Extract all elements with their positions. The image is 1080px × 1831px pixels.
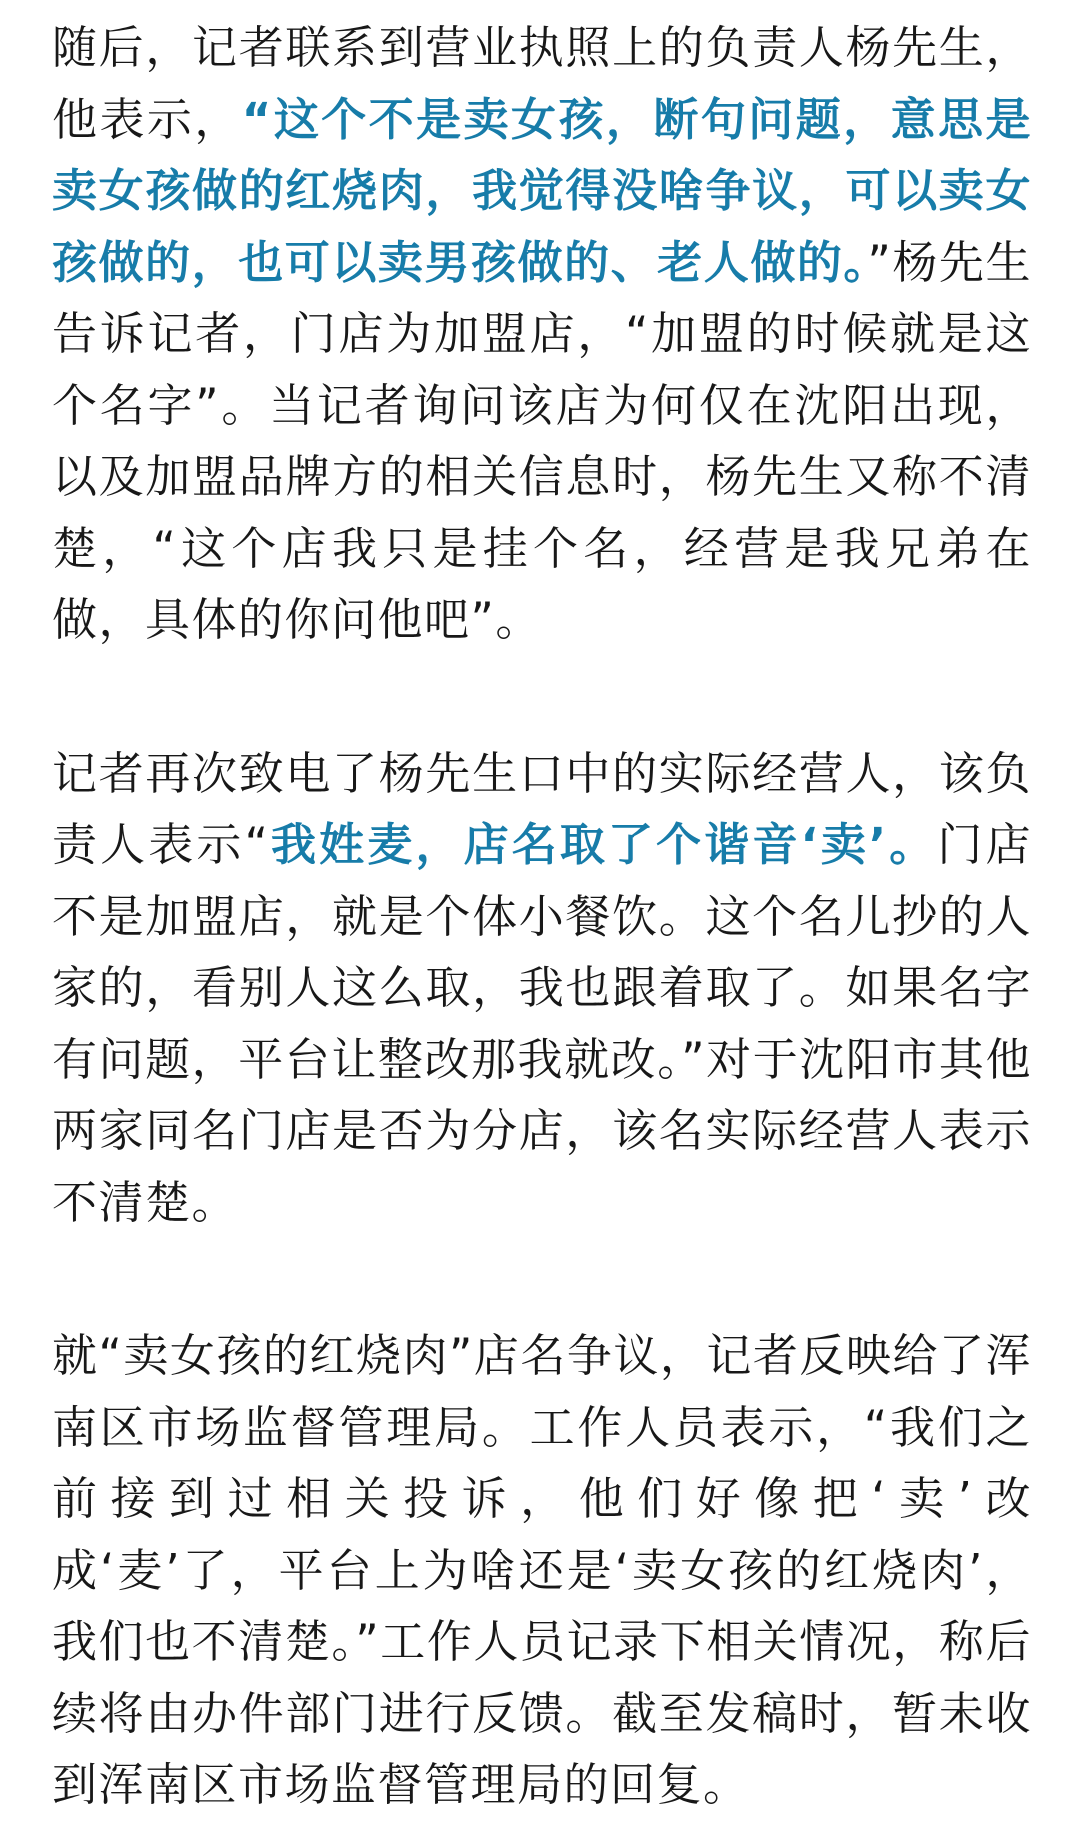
paragraph-3 (52, 1320, 1032, 1821)
highlighted-quote: 我姓麦，店名取了个谐音‘卖’。 (269, 818, 938, 871)
highlighted-quote: “这个不是卖女孩，断句问题，意思是卖女孩做的红烧肉，我觉得没啥争议，可以卖女孩做的，也可以卖男孩做的、老人做的。 (52, 92, 1032, 289)
text-run: ”杨先生告诉记者，门店为加盟店，“加盟的时候就是这个名字”。当记者询问该店为何仅在沈阳出现，以及加盟品牌方的相关信息时，杨先生又称不清楚，“这个店我只是挂个名，经营是我兄弟在做，具体的你问他吧”。 (52, 235, 1032, 646)
text-run: 就“卖女孩的红烧肉”店名争议，记者反映给了浑南区市场监督管理局。工作人员表示，“我们之前接到过相关投诉，他们好像把‘卖’改成‘麦’了，平台上为啥还是‘卖女孩的红烧肉’，我们也不清楚。”工作人员记录下相关情况，称后续将由办件部门进行反馈。截至发稿时，暂未收到浑南区市场监督管理局的回复。 (52, 1329, 1032, 1811)
text-run: 门店不是加盟店，就是个体小餐饮。这个名儿抄的人家的，看别人这么取，我也跟着取了。如果名字有问题，平台让整改那我就改。”对于沈阳市其他两家同名门店是否为分店，该名实际经营人表示不清楚。 (52, 818, 1032, 1229)
text-run: 随后，记者联系到营业执照上的负责人杨先生，他表示， (52, 21, 1032, 146)
paragraph-1 (52, 12, 1032, 656)
paragraph-2 (52, 738, 1032, 1239)
text-run: 记者再次致电了杨先生口中的实际经营人，该负责人表示“ (52, 746, 1032, 871)
